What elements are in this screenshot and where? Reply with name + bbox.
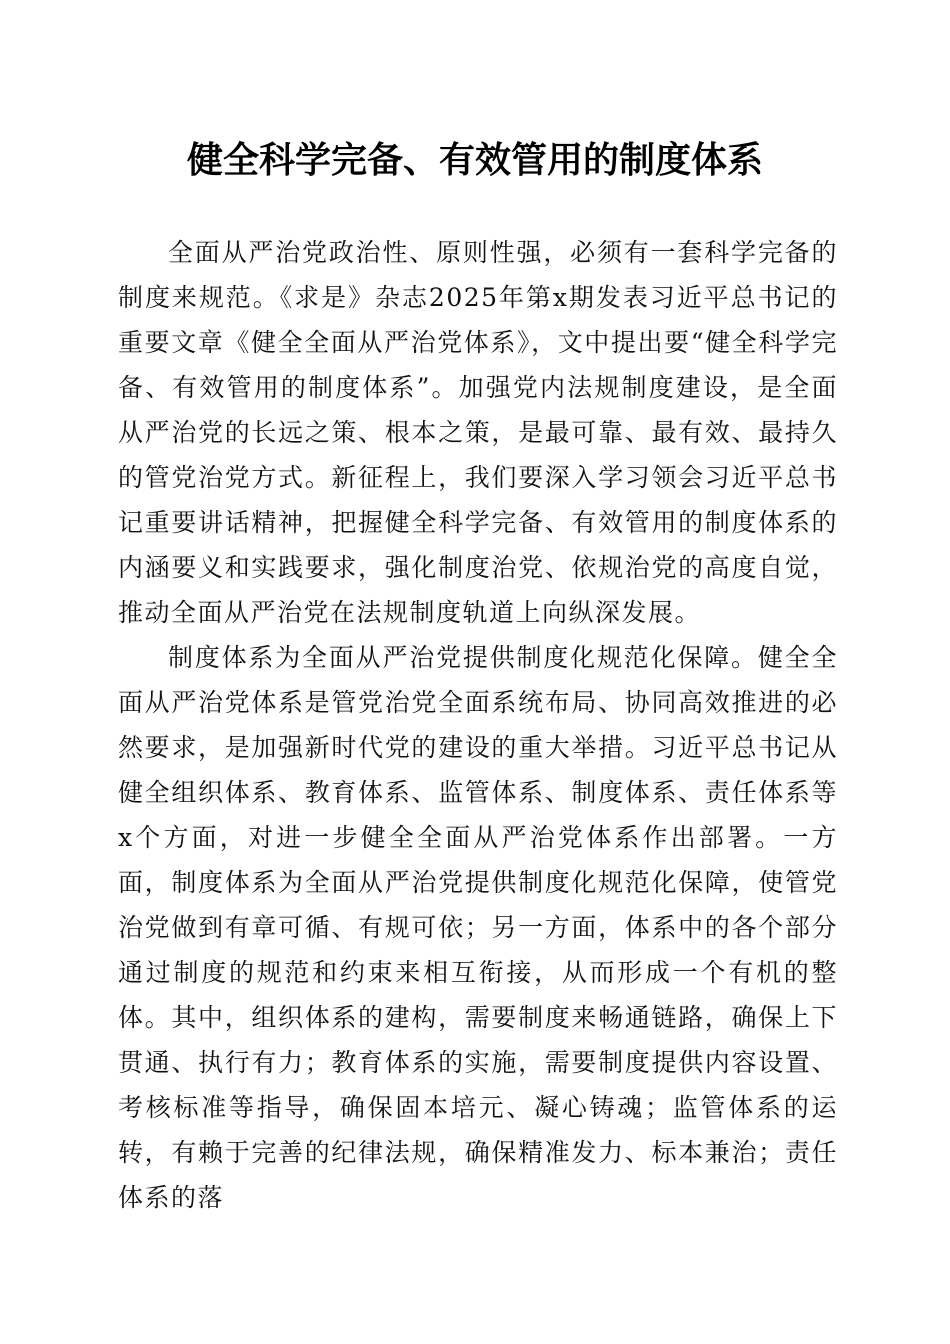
paragraph-1: 全面从严治党政治性、原则性强，必须有一套科学完备的制度来规范。《求是》杂志2025年第x期发表习近平总书记的重要文章《健全全面从严治党体系》，文中提出要“健全科学完备、有效管用的制度体系”。加强党内法规制度建设，是全面从严治党的长远之策、根本之策，是最可靠、最有效、最持久的管党治党方式。新征程上，我们要深入学习领会习近平总书记重要讲话精神，把握健全科学完备、有效管用的制度体系的内涵要义和实践要求，强化制度治党、依规治党的高度自觉，推动全面从严治党在法规制度轨道上向纵深发展。 (118, 238, 838, 627)
document-body (118, 230, 838, 1220)
paragraph-2: 制度体系为全面从严治党提供制度化规范化保障。健全全面从严治党体系是管党治党全面系统布局、协同高效推进的必然要求，是加强新时代党的建设的重大举措。习近平总书记从健全组织体系、教育体系、监管体系、制度体系、责任体系等x个方面，对进一步健全全面从严治党体系作出部署。一方面，制度体系为全面从严治党提供制度化规范化保障，使管党治党做到有章可循、有规可依；另一方面，体系中的各个部分通过制度的规范和约束来相互衔接，从而形成一个有机的整体。其中，组织体系的建构，需要制度来畅通链路，确保上下贯通、执行有力；教育体系的实施，需要制度提供内容设置、考核标准等指导，确保固本培元、凝心铸魂；监管体系的运转，有赖于完善的纪律法规，确保精准发力、标本兼治；责任体系的落 (118, 643, 838, 1212)
document-title: 健全科学完备、有效管用的制度体系 (186, 139, 763, 181)
